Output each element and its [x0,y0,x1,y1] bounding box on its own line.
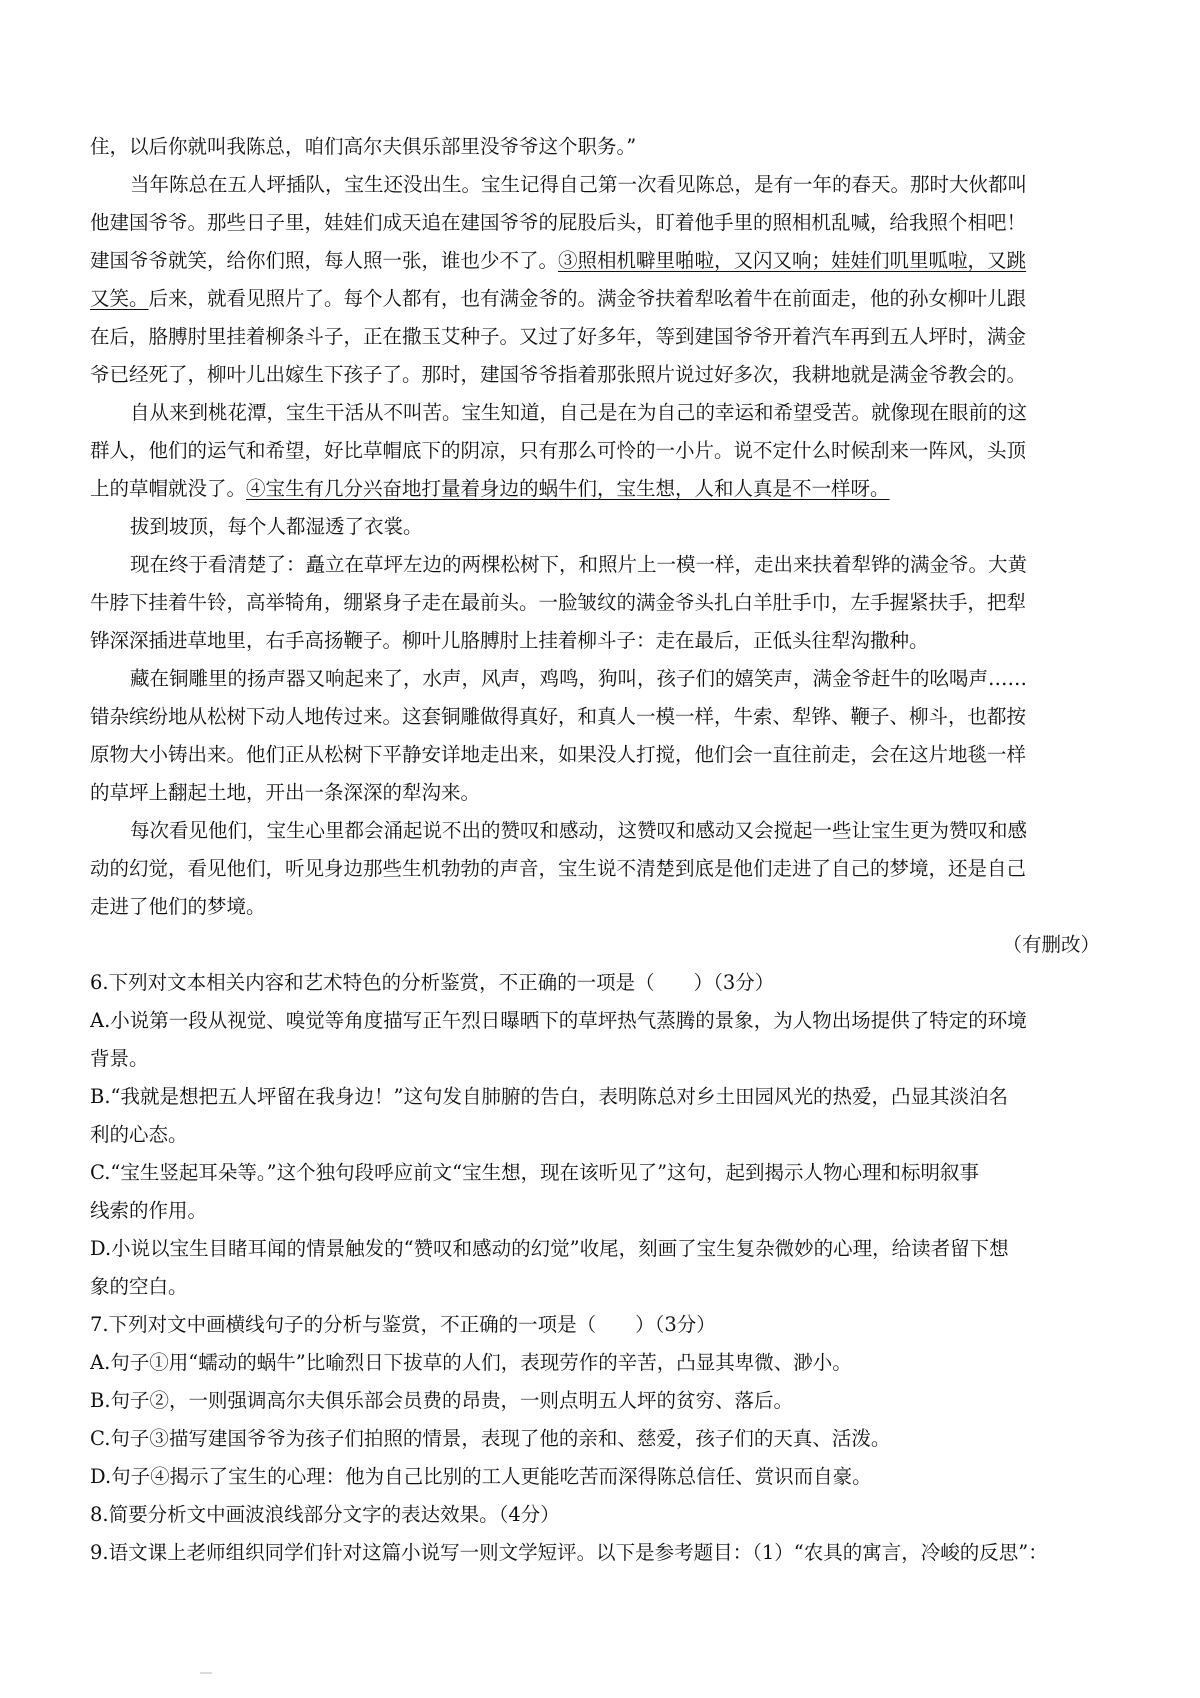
story-line: 群人，他们的运气和希望，好比草帽底下的阴凉，只有那么可怜的一小片。说不定什么时候刮来一阵风，头顶 [90,439,1027,462]
q6-option-b: B.“我就是想把五人坪留在我身边！”这句发自肺腑的告白，表明陈总对乡土田园风光的热爱，凸显其淡泊名 [90,1085,1008,1108]
q7-option-b: B.句子②，一则强调高尔夫俱乐部会员费的昂贵，一则点明五人坪的贫穷、落后。 [90,1389,794,1412]
story-line: 每次看见他们，宝生心里都会涌起说不出的赞叹和感动，这赞叹和感动又会搅起一些让宝生更为赞叹和感 [130,819,1028,842]
story-line: 住，以后你就叫我陈总，咱们高尔夫俱乐部里没爷爷这个职务。” [90,135,637,158]
question-7: 7.下列对文中画横线句子的分析与鉴赏，不正确的一项是（ ）（3分） [90,1313,716,1336]
story-line: 动的幻觉，看见他们，听见身边那些生机勃勃的声音，宝生说不清楚到底是他们走进了自己的梦境，还是自己 [90,857,1027,880]
story-text: 建国爷爷就笑，给你们照，每人照一张，谁也少不了。 [90,249,559,272]
q6-option-c: C.“宝生竖起耳朵等。”这个独句段呼应前文“宝生想，现在该听见了”这句，起到揭示人物心理和标明叙事 [90,1161,980,1184]
story-line: 牛脖下挂着牛铃，高举犄角，绷紧身子走在最前头。一脸皱纹的满金爷头扎白羊肚手巾，左手握紧扶手，把犁 [90,591,1027,614]
story-line: 原物大小铸出来。他们正从松树下平静安详地走出来，如果没人打搅，他们会一直往前走，会在这片地毯一样 [90,743,1027,766]
story-line: 错杂缤纷地从松树下动人地传过来。这套铜雕做得真好，和真人一模一样，牛索、犁铧、鞭子、柳斗，也都按 [90,705,1027,728]
story-line: 拔到坡顶，每个人都湿透了衣裳。 [130,515,423,538]
story-line: 走进了他们的梦境。 [90,895,266,918]
story-line: 自从来到桃花潭，宝生干活从不叫苦。宝生知道，自己是在为自己的幸运和希望受苦。就像现在眼前的这 [130,401,1028,424]
story-text: 后来，就看见照片了。每个人都有，也有满金爷的。满金爷扶着犁吆着牛在前面走，他的孙女柳叶儿跟 [148,287,1027,310]
story-line: 在后，胳膊肘里挂着柳条斗子，正在撒玉艾种子。又过了好多年，等到建国爷爷开着汽车再到五人坪时，满金 [90,325,1027,348]
q7-option-c: C.句子③描写建国爷爷为孩子们拍照的情景，表现了他的亲和、慈爱，孩子们的天真、活泼。 [90,1427,891,1450]
question-9: 9.语文课上老师组织同学们针对这篇小说写一则文学短评。以下是参考题目：（1）“农具的寓言，冷峻的反思”： [90,1541,1048,1564]
q6-option-d: D.小说以宝生目睹耳闻的情景触发的“赞叹和感动的幻觉”收尾，刻画了宝生复杂微妙的心理，给读者留下想 [90,1237,1009,1260]
q7-option-d: D.句子④揭示了宝生的心理：他为自己比别的工人更能吃苦而深得陈总信任、赏识而自豪。 [90,1465,872,1488]
question-6: 6.下列对文本相关内容和艺术特色的分析鉴赏，不正确的一项是（ ）（3分） [90,971,775,994]
q6-option-b-cont: 利的心态。 [90,1123,188,1146]
exam-page [90,128,1110,1572]
story-line: 现在终于看清楚了：矗立在草坪左边的两棵松树下，和照片上一模一样，走出来扶着犁铧的满金爷。大黄 [130,553,1028,576]
story-line [90,242,1110,280]
story-line: 他建国爷爷。那些日子里，娃娃们成天追在建国爷爷的屁股后头，盯着他手里的照相机乱喊，给我照个相吧！ [90,211,1027,234]
story-line: 的草坪上翻起土地，开出一条深深的犁沟来。 [90,781,481,804]
q6-option-d-cont: 象的空白。 [90,1275,188,1298]
question-8: 8.简要分析文中画波浪线部分文字的表达效果。（4分） [90,1503,560,1526]
story-text: 上的草帽就没了。 [90,477,247,500]
revision-note: （有删改） [1002,933,1100,956]
story-line: 藏在铜雕里的扬声器又响起来了，水声，风声，鸡鸣，狗叫，孩子们的嬉笑声，满金爷赶牛的吆喝声…… [130,667,1028,690]
story-line [90,280,1110,318]
q6-option-c-cont: 线索的作用。 [90,1199,208,1222]
q7-option-a: A.句子①用“蠕动的蜗牛”比喻烈日下拔草的人们，表现劳作的辛苦，凸显其卑微、渺小。 [90,1351,852,1374]
underlined-sentence-3: ③照相机噼里啪啦，又闪又响；娃娃们叽里呱啦，又跳 [558,249,1027,272]
underlined-sentence-3-end: 又笑。 [90,287,149,310]
story-line: 铧深深插进草地里，右手高扬鞭子。柳叶儿胳膊肘上挂着柳斗子：走在最后，正低头往犁沟撒种。 [90,629,929,652]
q6-option-a-cont: 背景。 [90,1047,149,1070]
story-line: 当年陈总在五人坪插队，宝生还没出生。宝生记得自己第一次看见陈总，是有一年的春天。那时大伙都叫 [130,173,1028,196]
footer-mark [200,1672,212,1674]
story-line [90,470,1110,508]
underlined-sentence-4: ④宝生有几分兴奋地打量着身边的蜗牛们，宝生想，人和人真是不一样呀。 [246,477,890,500]
q6-option-a: A.小说第一段从视觉、嗅觉等角度描写正午烈日曝晒下的草坪热气蒸腾的景象，为人物出场提供了特定的环境 [90,1009,1027,1032]
story-line: 爷已经死了，柳叶儿出嫁生下孩子了。那时，建国爷爷指着那张照片说过好多次，我耕地就是满金爷教会的。 [90,363,1027,386]
